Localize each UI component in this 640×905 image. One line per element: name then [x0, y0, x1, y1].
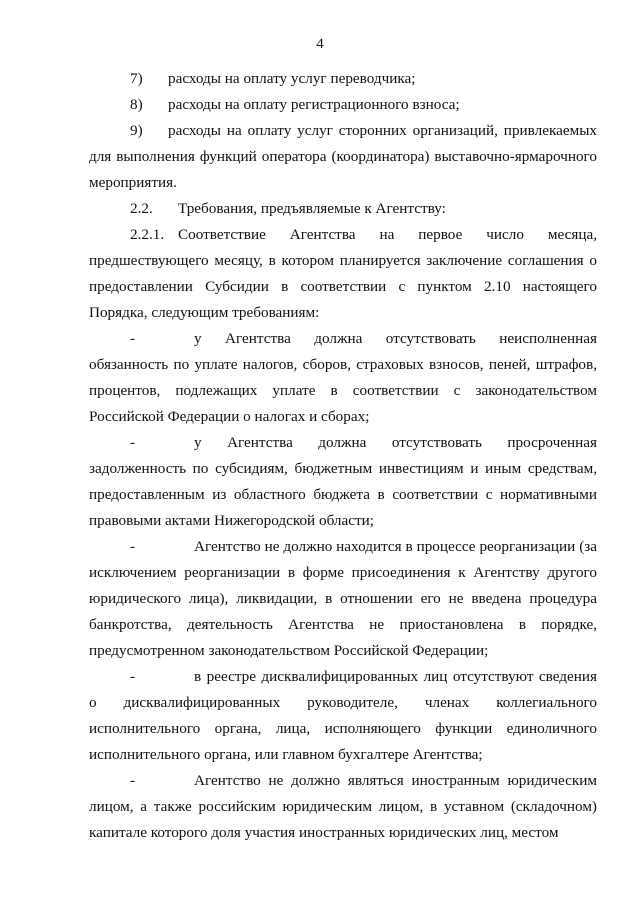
section-number: 2.2.	[130, 200, 153, 217]
bullet-item	[89, 768, 597, 846]
bullet-text: у Агентства должна отсутствовать просроченная задолженность по субсидиям, бюджетным инвестициям и иным средствам, предоставленным из областного бюджета в соответствии с нормативными правовыми актами Нижегородской области;	[89, 434, 597, 529]
bullet-item	[89, 430, 597, 534]
section-text: Требования, предъявляемые к Агентству:	[178, 200, 446, 217]
subsection-number: 2.2.1.	[130, 226, 165, 243]
bullet-item	[89, 664, 597, 768]
page-number: 4	[316, 36, 324, 52]
bullet-marker: -	[130, 772, 136, 789]
list-item-9	[89, 118, 597, 196]
list-item-text: расходы на оплату услуг сторонних организаций, привлекаемых для выполнения функций оператора (координатора) выставочно-ярмарочного мероприятия.	[89, 122, 597, 191]
bullet-text: у Агентства должна отсутствовать неисполненная обязанность по уплате налогов, сборов, страховых взносов, пеней, штрафов, процентов, подлежащих уплате в соответствии с законодательством Российской Федерации о налогах и сборах;	[89, 330, 597, 425]
section-2-2	[89, 196, 597, 222]
bullet-text: в реестре дисквалифицированных лиц отсутствуют сведения о дисквалифицированных руководителе, членах коллегиального исполнительного органа, лица, исполняющего функции единоличного исполнительного органа, или главном бухгалтере Агентства;	[89, 668, 597, 763]
list-item-8	[89, 92, 597, 118]
bullet-marker: -	[130, 330, 136, 347]
bullet-item	[89, 534, 597, 664]
list-item-number: 9)	[130, 122, 143, 139]
bullet-marker: -	[130, 434, 136, 451]
list-item-text: расходы на оплату регистрационного взноса;	[168, 96, 460, 113]
bullet-marker: -	[130, 668, 136, 685]
list-item-7	[89, 66, 597, 92]
list-item-text: расходы на оплату услуг переводчика;	[168, 70, 416, 87]
bullet-text: Агентство не должно являться иностранным юридическим лицом, а также российским юридическим лицом, в уставном (складочном) капитале которого доля участия иностранных юридических лиц, местом	[89, 772, 597, 841]
list-item-number: 7)	[130, 70, 143, 87]
subsection-2-2-1	[89, 222, 597, 326]
bullet-marker: -	[130, 538, 136, 555]
subsection-text: Соответствие Агентства на первое число месяца, предшествующего месяцу, в котором планируется заключение соглашения о предоставлении Субсидии в соответствии с пунктом 2.10 настоящего Порядка, следующим требованиям:	[89, 226, 597, 321]
list-item-number: 8)	[130, 96, 143, 113]
bullet-text: Агентство не должно находится в процессе реорганизации (за исключением реорганизации в форме присоединения к Агентству другого юридического лица), ликвидации, в отношении его не введена процедура банкротства, деятельность Агентства не приостановлена в порядке, предусмотренном законодательством Российской Федерации;	[89, 538, 597, 659]
bullet-item	[89, 326, 597, 430]
document-body	[89, 66, 597, 846]
